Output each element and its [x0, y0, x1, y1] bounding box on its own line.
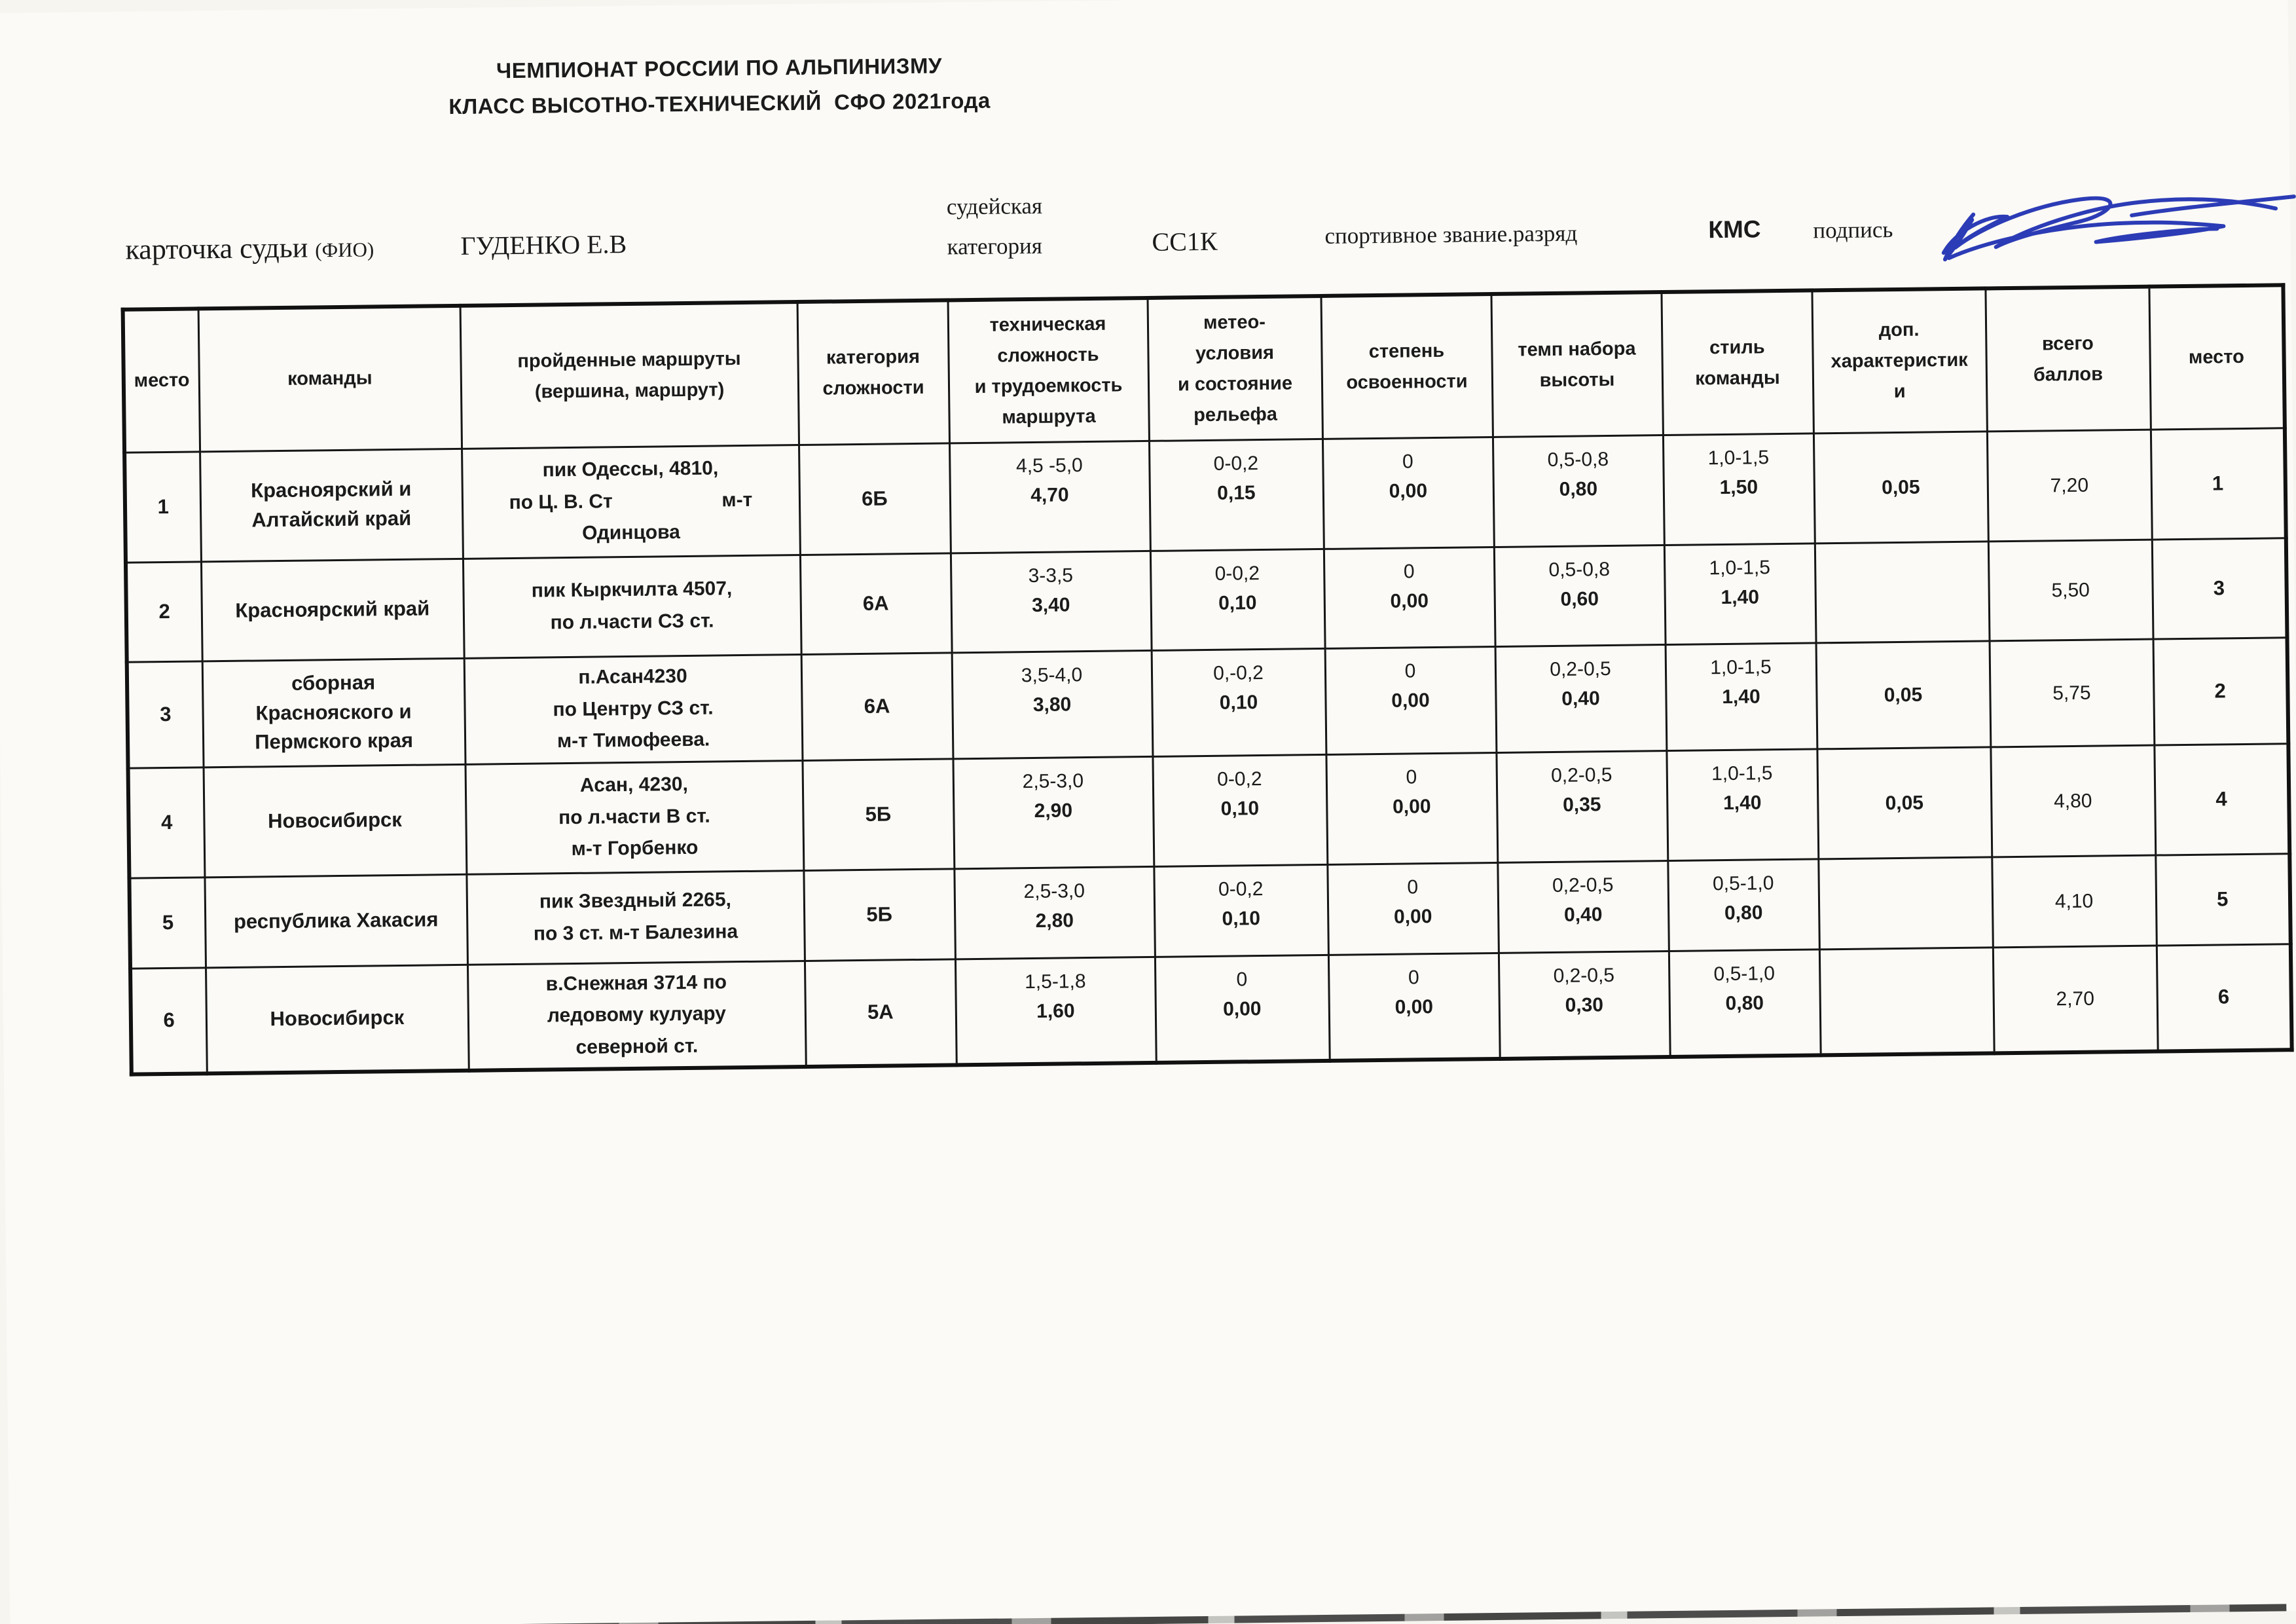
cell-technical — [949, 441, 1150, 553]
meteo-range: 0-0,2 — [1213, 452, 1259, 475]
col-header-teams: команды — [198, 306, 462, 452]
judge-signature-image — [1908, 151, 2296, 280]
cell-rank: 2 — [126, 561, 202, 661]
cell-team: республика Хакасия — [204, 874, 467, 968]
route-title: пик Кыркчилта 4507, — [531, 578, 733, 602]
cell-category: 5Б — [803, 868, 955, 961]
cell-route — [463, 555, 801, 658]
cell-total: 2,70 — [1993, 946, 2158, 1054]
route-detail: ледовому кулуару северной ст. — [547, 1003, 727, 1058]
technical-value: 3,40 — [1031, 593, 1070, 616]
cell-total: 5,75 — [1990, 639, 2155, 747]
col-header-technical: техническая сложность и трудоемкость маршрута — [948, 298, 1149, 443]
cell-place: 1 — [2151, 428, 2286, 539]
cell-degree — [1322, 437, 1494, 549]
judge-category-label: судейская категория — [946, 193, 1043, 260]
style-range: 0,5-1,0 — [1712, 872, 1774, 895]
judge-card-label-text: карточка судьи — [125, 231, 316, 266]
cell-total: 4,10 — [1992, 855, 2157, 948]
document-title — [424, 52, 1014, 119]
cell-technical — [955, 957, 1156, 1065]
col-header-category: категория сложности — [797, 300, 949, 445]
cell-degree — [1327, 862, 1499, 955]
route-title: п.Асан4230 — [578, 665, 687, 688]
meteo-value: 0,10 — [1219, 691, 1258, 714]
cell-extra: 0,05 — [1817, 747, 1992, 858]
col-header-total: всего баллов — [1985, 287, 2150, 432]
cell-place: 3 — [2152, 538, 2287, 638]
meteo-range: 0-0,2 — [1214, 562, 1260, 585]
cell-place: 6 — [2157, 944, 2292, 1052]
meteo-range: 0 — [1236, 968, 1248, 990]
col-header-degree: степень освоенности — [1321, 294, 1492, 439]
degree-range: 0 — [1403, 560, 1415, 583]
degree-value: 0,00 — [1394, 995, 1434, 1018]
meteo-value: 0,10 — [1222, 907, 1261, 930]
cell-degree — [1325, 646, 1497, 754]
judge-name: ГУДЕНКО Е.В — [460, 229, 627, 261]
cell-style — [1663, 433, 1815, 545]
meteo-value: 0,15 — [1216, 481, 1256, 504]
cell-route — [466, 870, 805, 965]
cell-extra — [1815, 541, 1990, 642]
cell-place: 4 — [2154, 743, 2289, 855]
route-title: пик Звездный 2265, — [539, 889, 732, 913]
route-detail: по 3 ст. м-т Балезина — [533, 921, 738, 945]
style-range: 1,0-1,5 — [1707, 446, 1770, 469]
pace-range: 0,2-0,5 — [1553, 964, 1615, 987]
cell-meteo — [1152, 754, 1327, 866]
style-range: 1,0-1,5 — [1709, 556, 1771, 579]
cell-meteo — [1149, 439, 1324, 551]
meteo-value: 0,10 — [1218, 591, 1257, 614]
cell-category: 6Б — [799, 443, 951, 555]
col-header-routes: пройденные маршруты (вершина, маршрут) — [460, 302, 799, 449]
cell-meteo — [1152, 648, 1326, 756]
cell-category: 6А — [801, 652, 953, 760]
cell-extra: 0,05 — [1816, 640, 1991, 748]
technical-range: 2,5-3,0 — [1023, 879, 1085, 902]
route-title: в.Снежная 3714 по — [545, 970, 727, 995]
pace-value: 0,80 — [1559, 477, 1598, 500]
degree-value: 0,00 — [1389, 479, 1428, 502]
cell-style — [1666, 748, 1818, 860]
cell-rank: 5 — [129, 877, 206, 968]
cell-technical — [954, 866, 1155, 959]
judge-card-label — [125, 230, 374, 266]
cell-meteo — [1155, 955, 1330, 1063]
meteo-range: 0-0,2 — [1216, 767, 1262, 790]
col-header-place-final: место — [2149, 285, 2284, 429]
meteo-range: 0,-0,2 — [1212, 661, 1264, 684]
col-header-meteo: метео- условия и состояние рельефа — [1148, 296, 1322, 441]
cell-team: сборная Краснояского и Пермского края — [202, 658, 465, 767]
technical-value: 2,80 — [1035, 909, 1074, 932]
pace-value: 0,35 — [1562, 793, 1601, 816]
degree-value: 0,00 — [1391, 689, 1430, 712]
route-title: пик Одессы, 4810, — [542, 457, 719, 481]
cell-total: 4,80 — [1990, 745, 2155, 857]
cell-team: Новосибирск — [206, 965, 469, 1074]
cell-place: 5 — [2155, 853, 2291, 945]
cell-technical — [951, 551, 1152, 652]
judge-fio-label: (ФИО) — [315, 238, 374, 262]
cell-pace — [1499, 951, 1670, 1059]
title-line-2: КЛАСС ВЫСОТНО-ТЕХНИЧЕСКИЙ СФО 2021года — [448, 88, 991, 119]
title-line-1: ЧЕМПИОНАТ РОССИИ ПО АЛЬПИНИЗМУ — [496, 53, 943, 83]
cell-pace — [1495, 644, 1667, 752]
degree-range: 0 — [1407, 876, 1419, 898]
cell-place: 2 — [2153, 637, 2289, 745]
pace-range: 0,2-0,5 — [1552, 874, 1614, 896]
cell-rank: 1 — [124, 451, 201, 562]
judge-score-table — [121, 283, 2294, 1077]
cell-degree — [1328, 953, 1500, 1061]
style-value: 1,40 — [1721, 585, 1760, 608]
col-header-style: стиль команды — [1661, 290, 1813, 435]
cell-extra: 0,05 — [1813, 431, 1988, 543]
signature-svg — [1908, 151, 2296, 280]
col-header-extra: доп. характеристик и — [1812, 288, 1986, 433]
cell-rank: 3 — [127, 661, 204, 767]
scanner-edge-artifact — [56, 1604, 2286, 1624]
degree-range: 0 — [1406, 766, 1417, 788]
judge-signature-label: подпись — [1813, 217, 1893, 244]
pace-range: 0,2-0,5 — [1550, 657, 1611, 680]
technical-range: 3-3,5 — [1028, 564, 1074, 587]
cell-pace — [1494, 545, 1666, 646]
technical-range: 2,5-3,0 — [1022, 769, 1084, 792]
technical-value: 4,70 — [1030, 483, 1069, 506]
style-value: 1,40 — [1722, 791, 1762, 814]
cell-route — [465, 760, 804, 874]
cell-route — [464, 654, 803, 764]
judge-category-value: СС1К — [1152, 226, 1218, 257]
cell-degree — [1326, 752, 1497, 864]
route-detail: по л.части СЗ ст. — [550, 610, 714, 634]
route-detail: по л.части В ст. м-т Горбенко — [558, 805, 710, 860]
cell-route — [462, 445, 800, 559]
pace-value: 0,30 — [1565, 993, 1604, 1016]
judge-card-header — [0, 144, 2291, 301]
cell-rank: 4 — [128, 767, 205, 877]
degree-range: 0 — [1404, 659, 1416, 682]
cell-category: 6А — [800, 553, 952, 654]
cell-extra — [1818, 857, 1993, 949]
style-range: 1,0-1,5 — [1711, 762, 1773, 784]
cell-pace — [1493, 435, 1664, 547]
col-header-pace: темп набора высоты — [1491, 292, 1662, 437]
style-value: 0,80 — [1724, 901, 1763, 924]
cell-style — [1669, 949, 1821, 1057]
cell-pace — [1496, 750, 1667, 862]
cell-team: Красноярский и Алтайский край — [200, 449, 463, 562]
pace-value: 0,40 — [1561, 687, 1600, 710]
technical-range: 4,5 -5,0 — [1015, 454, 1083, 477]
cell-total: 7,20 — [1987, 430, 2152, 542]
cell-technical — [952, 650, 1153, 758]
style-value: 1,40 — [1722, 685, 1760, 708]
pace-range: 0,2-0,5 — [1550, 764, 1613, 786]
route-detail: по Ц. В. Ст м-т Одинцова — [509, 489, 753, 545]
header-row — [123, 285, 2285, 452]
technical-value: 1,60 — [1036, 999, 1075, 1022]
cell-style — [1666, 642, 1817, 750]
style-range: 0,5-1,0 — [1713, 962, 1776, 985]
style-value: 1,50 — [1719, 475, 1758, 498]
style-range: 1,0-1,5 — [1710, 655, 1772, 678]
pace-range: 0,5-0,8 — [1547, 448, 1609, 471]
cell-rank: 6 — [130, 967, 207, 1075]
technical-value: 2,90 — [1034, 799, 1073, 822]
style-value: 0,80 — [1725, 991, 1764, 1014]
cell-extra — [1819, 947, 1994, 1055]
meteo-range: 0-0,2 — [1218, 877, 1264, 900]
cell-degree — [1324, 547, 1495, 648]
cell-category: 5А — [805, 959, 957, 1067]
degree-value: 0,00 — [1392, 795, 1431, 818]
cell-route — [467, 961, 806, 1071]
cell-meteo — [1150, 549, 1325, 650]
cell-category: 5Б — [802, 758, 954, 870]
route-detail: по Центру СЗ ст. м-т Тимофеева. — [553, 697, 714, 752]
col-header-place-start: место — [123, 308, 200, 452]
technical-value: 3,80 — [1032, 693, 1072, 716]
degree-range: 0 — [1402, 450, 1413, 473]
cell-technical — [953, 756, 1154, 868]
degree-value: 0,00 — [1390, 589, 1429, 612]
cell-team: Новосибирск — [204, 764, 467, 877]
pace-range: 0,5-0,8 — [1548, 558, 1611, 581]
degree-range: 0 — [1408, 966, 1419, 989]
meteo-value: 0,00 — [1222, 997, 1262, 1020]
judge-rank-label: спортивное звание.разряд — [1324, 220, 1578, 249]
cell-style — [1664, 543, 1816, 644]
judge-rank-value: КМС — [1708, 215, 1761, 244]
meteo-value: 0,10 — [1220, 797, 1260, 820]
pace-value: 0,40 — [1563, 903, 1603, 926]
cell-team: Красноярский край — [201, 559, 464, 661]
pace-value: 0,60 — [1560, 587, 1599, 610]
cell-style — [1667, 858, 1819, 951]
degree-value: 0,00 — [1393, 905, 1432, 928]
cell-pace — [1497, 860, 1669, 953]
cell-total: 5,50 — [1988, 540, 2153, 641]
route-title: Асан, 4230, — [579, 773, 689, 796]
technical-range: 3,5-4,0 — [1021, 663, 1083, 686]
technical-range: 1,5-1,8 — [1024, 970, 1086, 993]
cell-meteo — [1154, 864, 1328, 957]
